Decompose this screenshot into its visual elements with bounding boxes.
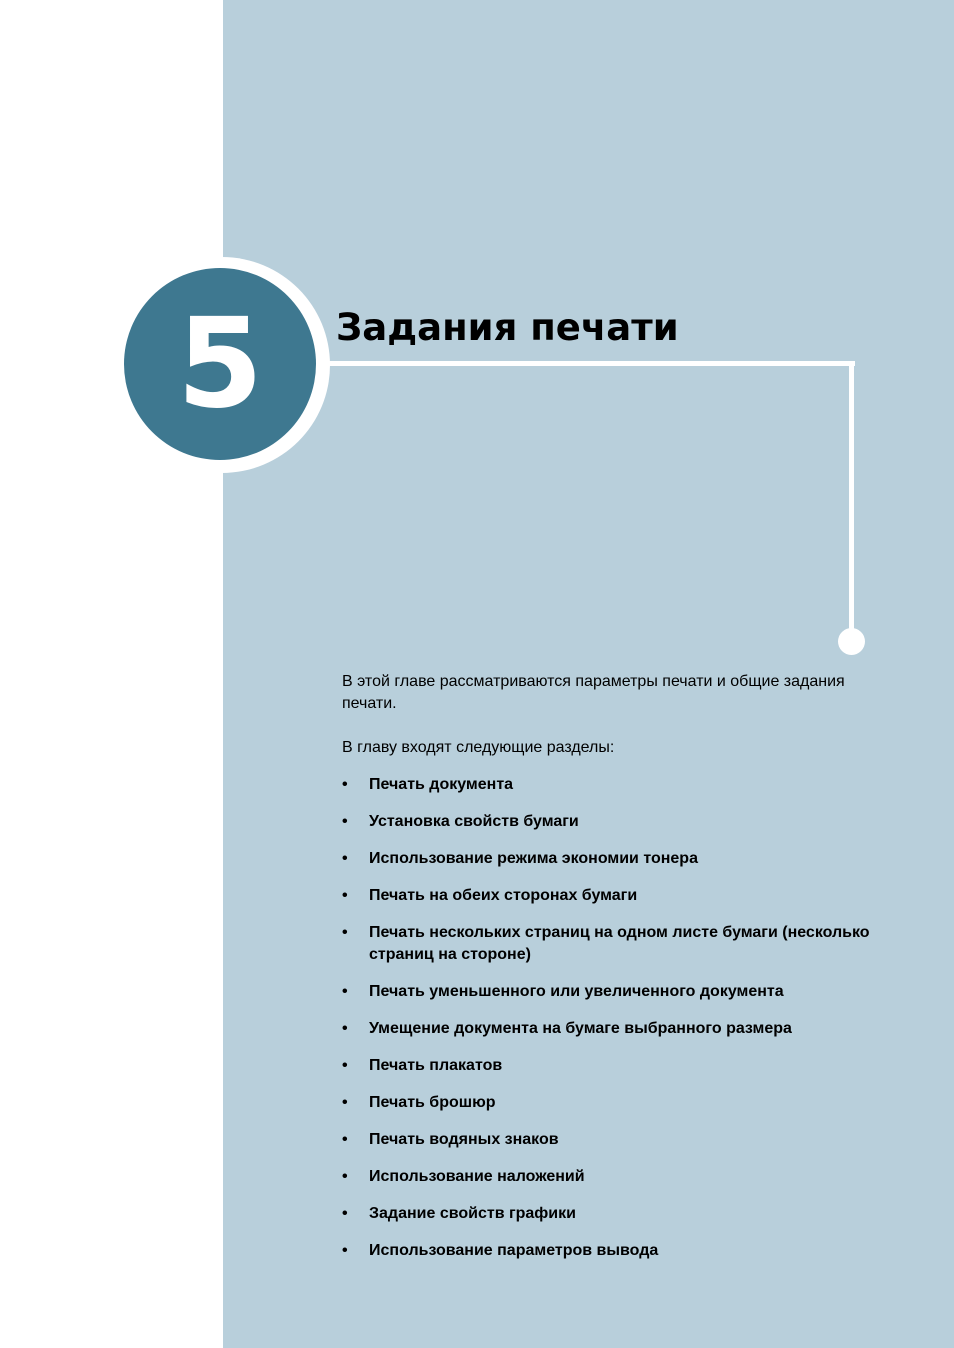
chapter-title: Задания печати (336, 306, 679, 349)
section-item: • Печать водяных знаков (342, 1129, 882, 1151)
rule-end-dot (838, 628, 865, 655)
section-item: • Печать брошюр (342, 1092, 882, 1114)
section-item: • Использование режима экономии тонера (342, 848, 882, 870)
title-underline-rule (316, 361, 855, 366)
section-item: • Умещение документа на бумаге выбранного размера (342, 1018, 882, 1040)
section-item: • Печать плакатов (342, 1055, 882, 1077)
section-item: • Печать нескольких страниц на одном листе бумаги (несколько страниц на стороне) (342, 922, 882, 966)
chapter-number-badge: 5 (124, 268, 316, 460)
section-item: • Установка свойств бумаги (342, 811, 882, 833)
section-item: • Использование параметров вывода (342, 1240, 882, 1262)
section-item: • Печать на обеих сторонах бумаги (342, 885, 882, 907)
chapter-intro-text: В этой главе рассматриваются параметры печати и общие задания печати. (342, 673, 845, 712)
section-item: • Печать документа (342, 774, 882, 796)
sections-lead-text: В главу входят следующие разделы: (342, 739, 615, 756)
vertical-rule (849, 361, 854, 637)
section-item: • Печать уменьшенного или увеличенного документа (342, 981, 882, 1003)
section-item: • Использование наложений (342, 1166, 882, 1188)
chapter-sections-list (342, 774, 882, 1277)
section-item: • Задание свойств графики (342, 1203, 882, 1225)
